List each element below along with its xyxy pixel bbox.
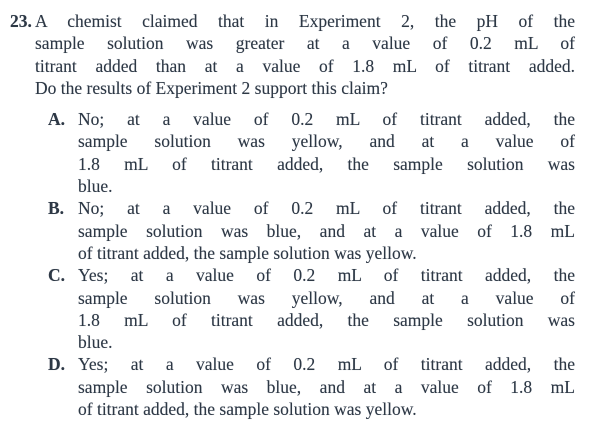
choice-C-line-2: sample solution was yellow, and at a value of [78, 287, 575, 308]
choice-B-line-3: of titrant added, the sample solution was yellow. [78, 242, 417, 263]
question-line-2: sample solution was greater at a value of 0.2 mL of [35, 33, 575, 54]
choice-C [48, 264, 575, 353]
choice-D-text [78, 353, 575, 420]
choice-D-line-1: Yes; at a value of 0.2 mL of titrant added, the [78, 354, 575, 375]
choice-C-line-1: Yes; at a value of 0.2 mL of titrant added, the [78, 265, 575, 286]
choice-D-letter: D. [48, 354, 66, 375]
question-text [35, 10, 575, 99]
choice-C-letter: C. [48, 265, 66, 286]
choice-D-line-2: sample solution was blue, and at a value of 1.8 mL [78, 376, 575, 397]
choice-A-line-4: blue. [78, 176, 113, 197]
choice-A-line-3: 1.8 mL of titrant added, the sample solution was [78, 153, 575, 174]
question-line-4: Do the results of Experiment 2 support this claim? [35, 77, 388, 98]
question-line-3: titrant added than at a value of 1.8 mL of titrant added. [35, 55, 575, 76]
question-block [10, 10, 575, 99]
choice-C-line-3: 1.8 mL of titrant added, the sample solution was [78, 309, 575, 330]
choice-A-letter: A. [48, 109, 66, 130]
choice-D [48, 353, 575, 420]
choice-C-line-4: blue. [78, 332, 113, 353]
choice-B-line-1: No; at a value of 0.2 mL of titrant added, the [78, 198, 575, 219]
choice-A-line-2: sample solution was yellow, and at a value of [78, 131, 575, 152]
choice-D-line-3: of titrant added, the sample solution was yellow. [78, 399, 417, 420]
choice-B-text [78, 197, 575, 264]
choice-A-text [78, 108, 575, 197]
choice-B-letter: B. [48, 198, 65, 219]
choice-C-text [78, 264, 575, 353]
choice-A [48, 108, 575, 197]
answer-choices [0, 108, 600, 420]
choice-B-line-2: sample solution was blue, and at a value of 1.8 mL [78, 220, 575, 241]
question-line-1: A chemist claimed that in Experiment 2, the pH of the [35, 11, 575, 31]
choice-B [48, 197, 575, 264]
question-number: 23. [10, 11, 32, 31]
choice-A-line-1: No; at a value of 0.2 mL of titrant added, the [78, 109, 575, 130]
